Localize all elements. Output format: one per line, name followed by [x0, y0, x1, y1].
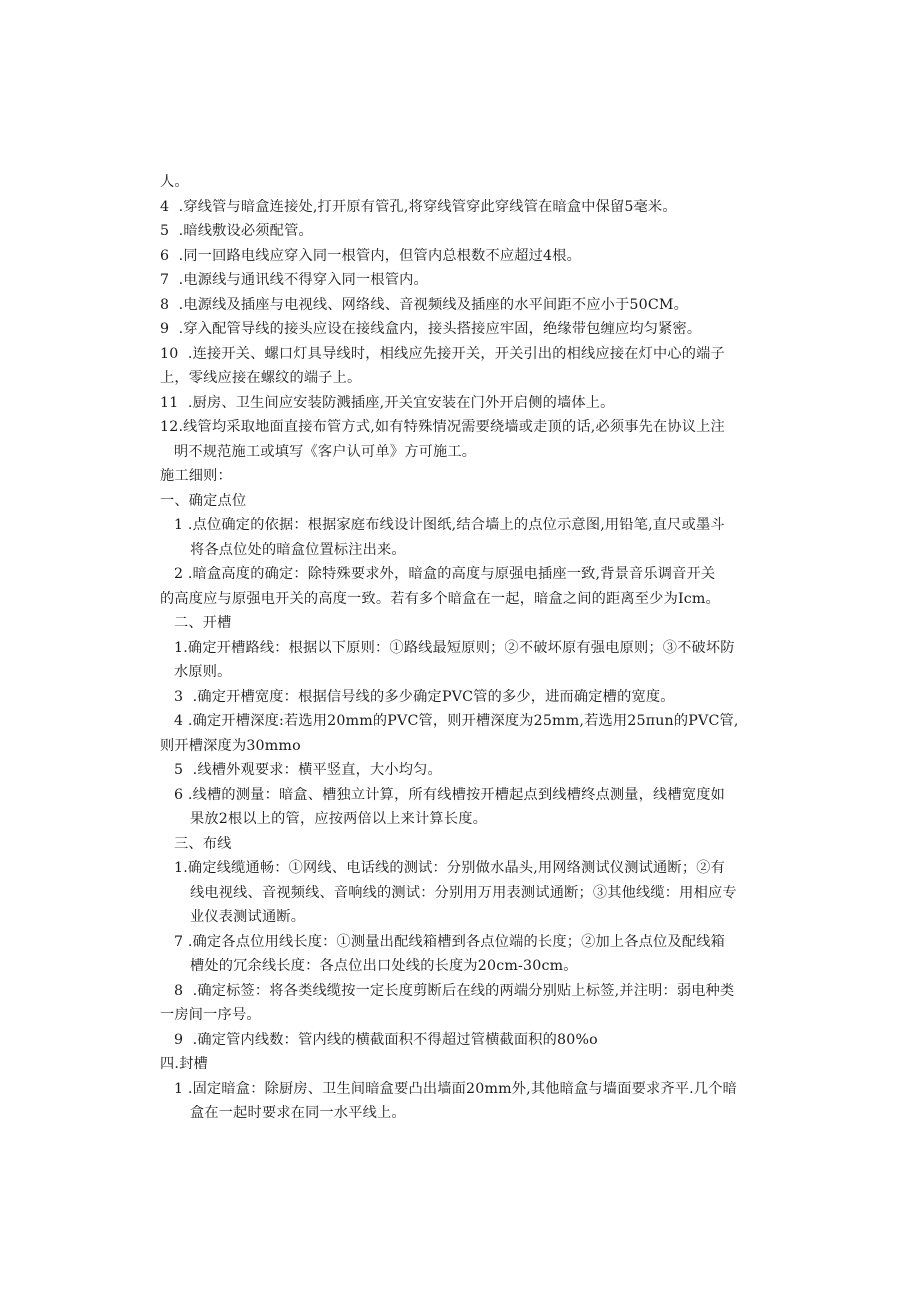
text-line: 的高度应与原强电开关的高度一致。若有多个暗盒在一起，暗盒之间的距离至少为Icm。 — [160, 591, 720, 607]
text-line: 1 .点位确定的依据：根据家庭布线设计图纸,结合墙上的点位示意图,用铅笔,直尺或墨斗 — [174, 517, 725, 533]
text-line: 9 .穿入配管导线的接头应设在接线盒内，接头搭接应牢固，绝缘带包缠应均匀紧密。 — [160, 321, 702, 337]
text-line: 10 .连接开关、螺口灯具导线时，相线应先接开关，开关引出的相线应接在灯中心的端子 — [160, 346, 725, 362]
text-line: 11 .厨房、卫生间应安装防溅插座,开关宜安装在门外开启侧的墙体上。 — [160, 395, 615, 411]
text-line: 水原则。 — [174, 664, 232, 680]
text-line: 12.线管均采取地面直接布管方式,如有特殊情况需要绕墙或走顶的话,必须事先在协议上注 — [160, 419, 725, 435]
text-line: 则开槽深度为30mmo — [160, 738, 301, 754]
text-line: 明不规范施工或填写《客户认可单》方可施工。 — [174, 444, 477, 460]
text-line: 上，零线应接在螺纹的端子上。 — [160, 370, 362, 386]
text-line: 1.确定开槽路线：根据以下原则：①路线最短原则；②不破坏原有强电原则；③不破坏防 — [174, 640, 735, 656]
text-line: 线电视线、音视频线、音响线的测试：分别用万用表测试通断；③其他线缆：用相应专 — [190, 885, 737, 901]
text-line: 9 .确定管内线数：管内线的横截面积不得超过管横截面积的80%o — [174, 1032, 598, 1048]
section-heading: 四.封槽 — [160, 1056, 208, 1072]
text-line: 人。 — [160, 174, 189, 190]
text-line: 6 .线槽的测量：暗盒、槽独立计算，所有线槽按开槽起点到线槽终点测量，线槽宽度如 — [174, 787, 725, 803]
text-line: 5 .暗线敷设必须配管。 — [160, 223, 313, 239]
text-line: 果放2根以上的管，应按两倍以上来计算长度。 — [190, 811, 487, 827]
text-line: 盒在一起时要求在同一水平线上。 — [190, 1105, 406, 1121]
text-line: 1.确定线缆通畅：①网线、电话线的测试：分别做水晶头,用网络测试仪测试通断；②有 — [174, 860, 725, 876]
section-heading: 三、布线 — [174, 836, 232, 852]
text-line: 将各点位处的暗盒位置标注出来。 — [190, 542, 406, 558]
text-line: 槽处的冗余线长度：各点位出口处线的长度为20cm-30cm。 — [190, 958, 578, 974]
section-heading: 施工细则： — [160, 468, 232, 484]
text-line: 一房间一序号。 — [160, 1007, 261, 1023]
section-heading: 一、确定点位 — [160, 493, 247, 509]
section-heading: 二、开槽 — [174, 615, 232, 631]
text-line: 7 .确定各点位用线长度：①测量出配线箱槽到各点位端的长度；②加上各点位及配线箱 — [174, 934, 725, 950]
text-line: 8 .电源线及插座与电视线、网络线、音视频线及插座的水平间距不应小于50CM。 — [160, 297, 688, 313]
text-line: 4 .穿线管与暗盒连接处,打开原有管孔,将穿线管穿此穿线管在暗盒中保留5毫米。 — [160, 199, 677, 215]
text-line: 6 .同一回路电线应穿入同一根管内，但管内总根数不应超过4根。 — [160, 248, 582, 264]
text-line: 7 .电源线与通讯线不得穿入同一根管内。 — [160, 272, 428, 288]
text-line: 1 .固定暗盒：除厨房、卫生间暗盒要凸出墙面20mm外,其他暗盒与墙面要求齐平.几个暗 — [174, 1081, 738, 1097]
text-line: 3 .确定开槽宽度：根据信号线的多少确定PVC管的多少，进而确定槽的宽度。 — [174, 689, 675, 705]
text-line: 8 .确定标签：将各类线缆按一定长度剪断后在线的两端分别贴上标签,并注明：弱电种类 — [174, 983, 735, 999]
text-line: 2 .暗盒高度的确定：除特殊要求外，暗盒的高度与原强电插座一致,背景音乐调音开关 — [174, 566, 716, 582]
text-line: 业仪表测试通断。 — [190, 909, 306, 925]
text-line: 4 .确定开槽深度:若选用20mm的PVC管，则开槽深度为25mm,若选用25πun的PVC管, — [174, 713, 739, 729]
text-line: 5 .线槽外观要求：横平竖直，大小均匀。 — [174, 762, 442, 778]
